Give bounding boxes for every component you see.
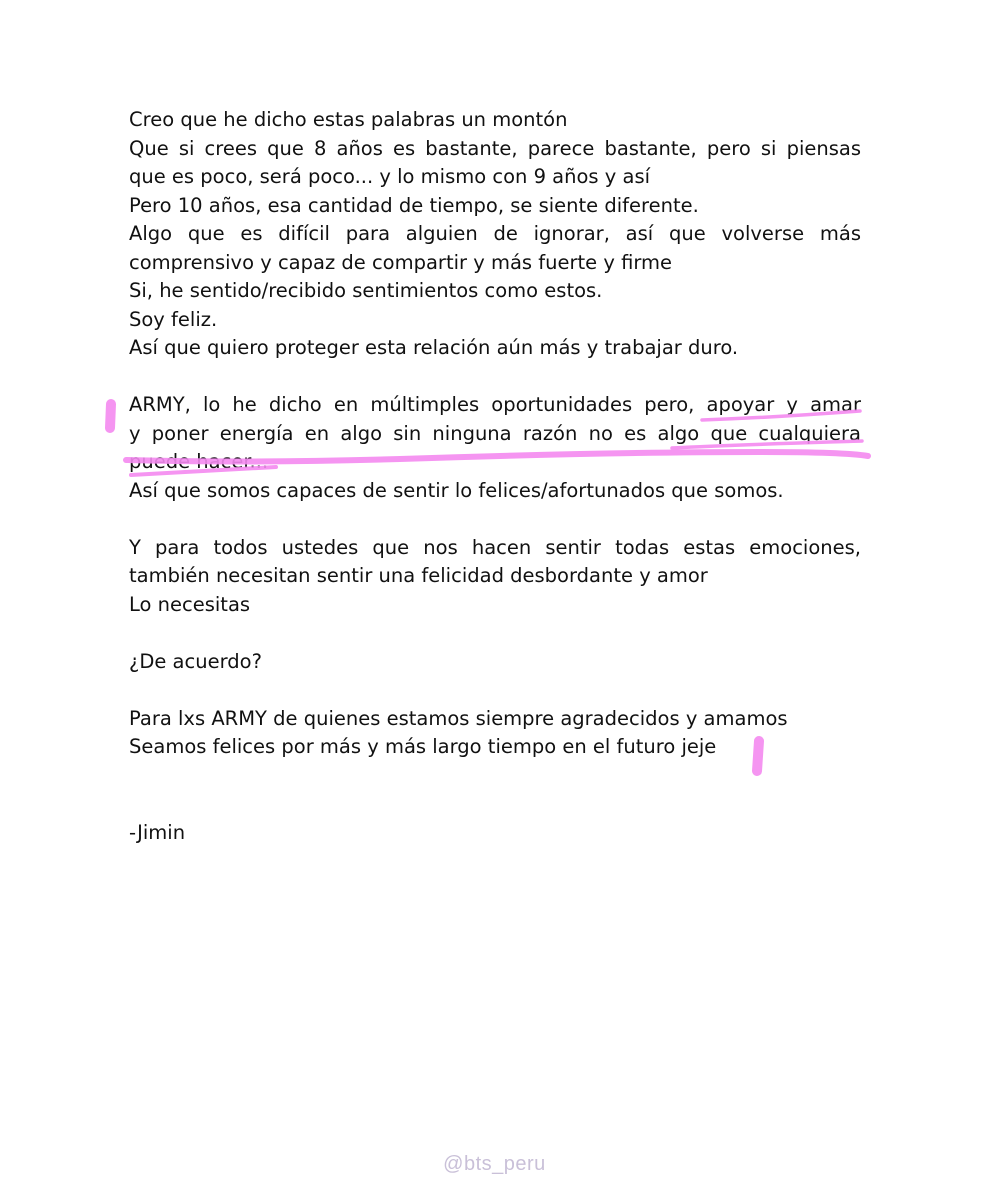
text-line: comprensivo y capaz de compartir y más fuerte y firme xyxy=(129,250,673,274)
text-line: Y para todos ustedes que nos hacen sentir todas estas emociones, xyxy=(129,535,861,559)
text-line: Así que quiero proteger esta relación aún más y trabajar duro. xyxy=(129,336,739,359)
text-line: Algo que es difícil para alguien de ignorar, así que volverse más xyxy=(129,222,861,245)
paragraph-5 xyxy=(129,705,861,762)
paragraph-3 xyxy=(129,534,861,620)
text-line: Seamos felices por más y más largo tiempo en el futuro jeje xyxy=(129,735,717,758)
text-line: Creo que he dicho estas palabras un montón xyxy=(129,108,568,131)
text-line: Soy feliz. xyxy=(129,307,218,331)
text-line: y poner energía en algo sin ninguna razón no es algo que cualquiera xyxy=(129,421,861,445)
paragraph-2 xyxy=(129,391,861,505)
letter-body xyxy=(129,106,861,847)
text-line: ARMY, lo he dicho en múltimples oportunidades pero, apoyar y amar xyxy=(129,393,861,416)
watermark: @bts_peru xyxy=(443,1153,546,1175)
highlight-left-mark xyxy=(110,404,111,428)
text-line: Así que somos capaces de sentir lo felices/afortunados que somos. xyxy=(129,478,784,502)
text-line: Pero 10 años, esa cantidad de tiempo, se siente diferente. xyxy=(129,193,699,217)
paragraph-1 xyxy=(129,106,861,363)
text-line: puede hacer... xyxy=(129,450,269,473)
text-line: que es poco, será poco... y lo mismo con 9 años y así xyxy=(129,165,651,188)
text-line: Si, he sentido/recibido sentimientos como estos. xyxy=(129,279,603,302)
text-line: Para lxs ARMY de quienes estamos siempre agradecidos y amamos xyxy=(129,706,788,730)
paragraph-4 xyxy=(129,648,861,677)
text-line: también necesitan sentir una felicidad desbordante y amor xyxy=(129,564,708,587)
text-line: Que si crees que 8 años es bastante, parece bastante, pero si piensas xyxy=(129,136,861,160)
text-line: ¿De acuerdo? xyxy=(129,649,262,673)
text-line: Lo necesitas xyxy=(129,592,251,616)
signature: -Jimin xyxy=(129,820,186,844)
